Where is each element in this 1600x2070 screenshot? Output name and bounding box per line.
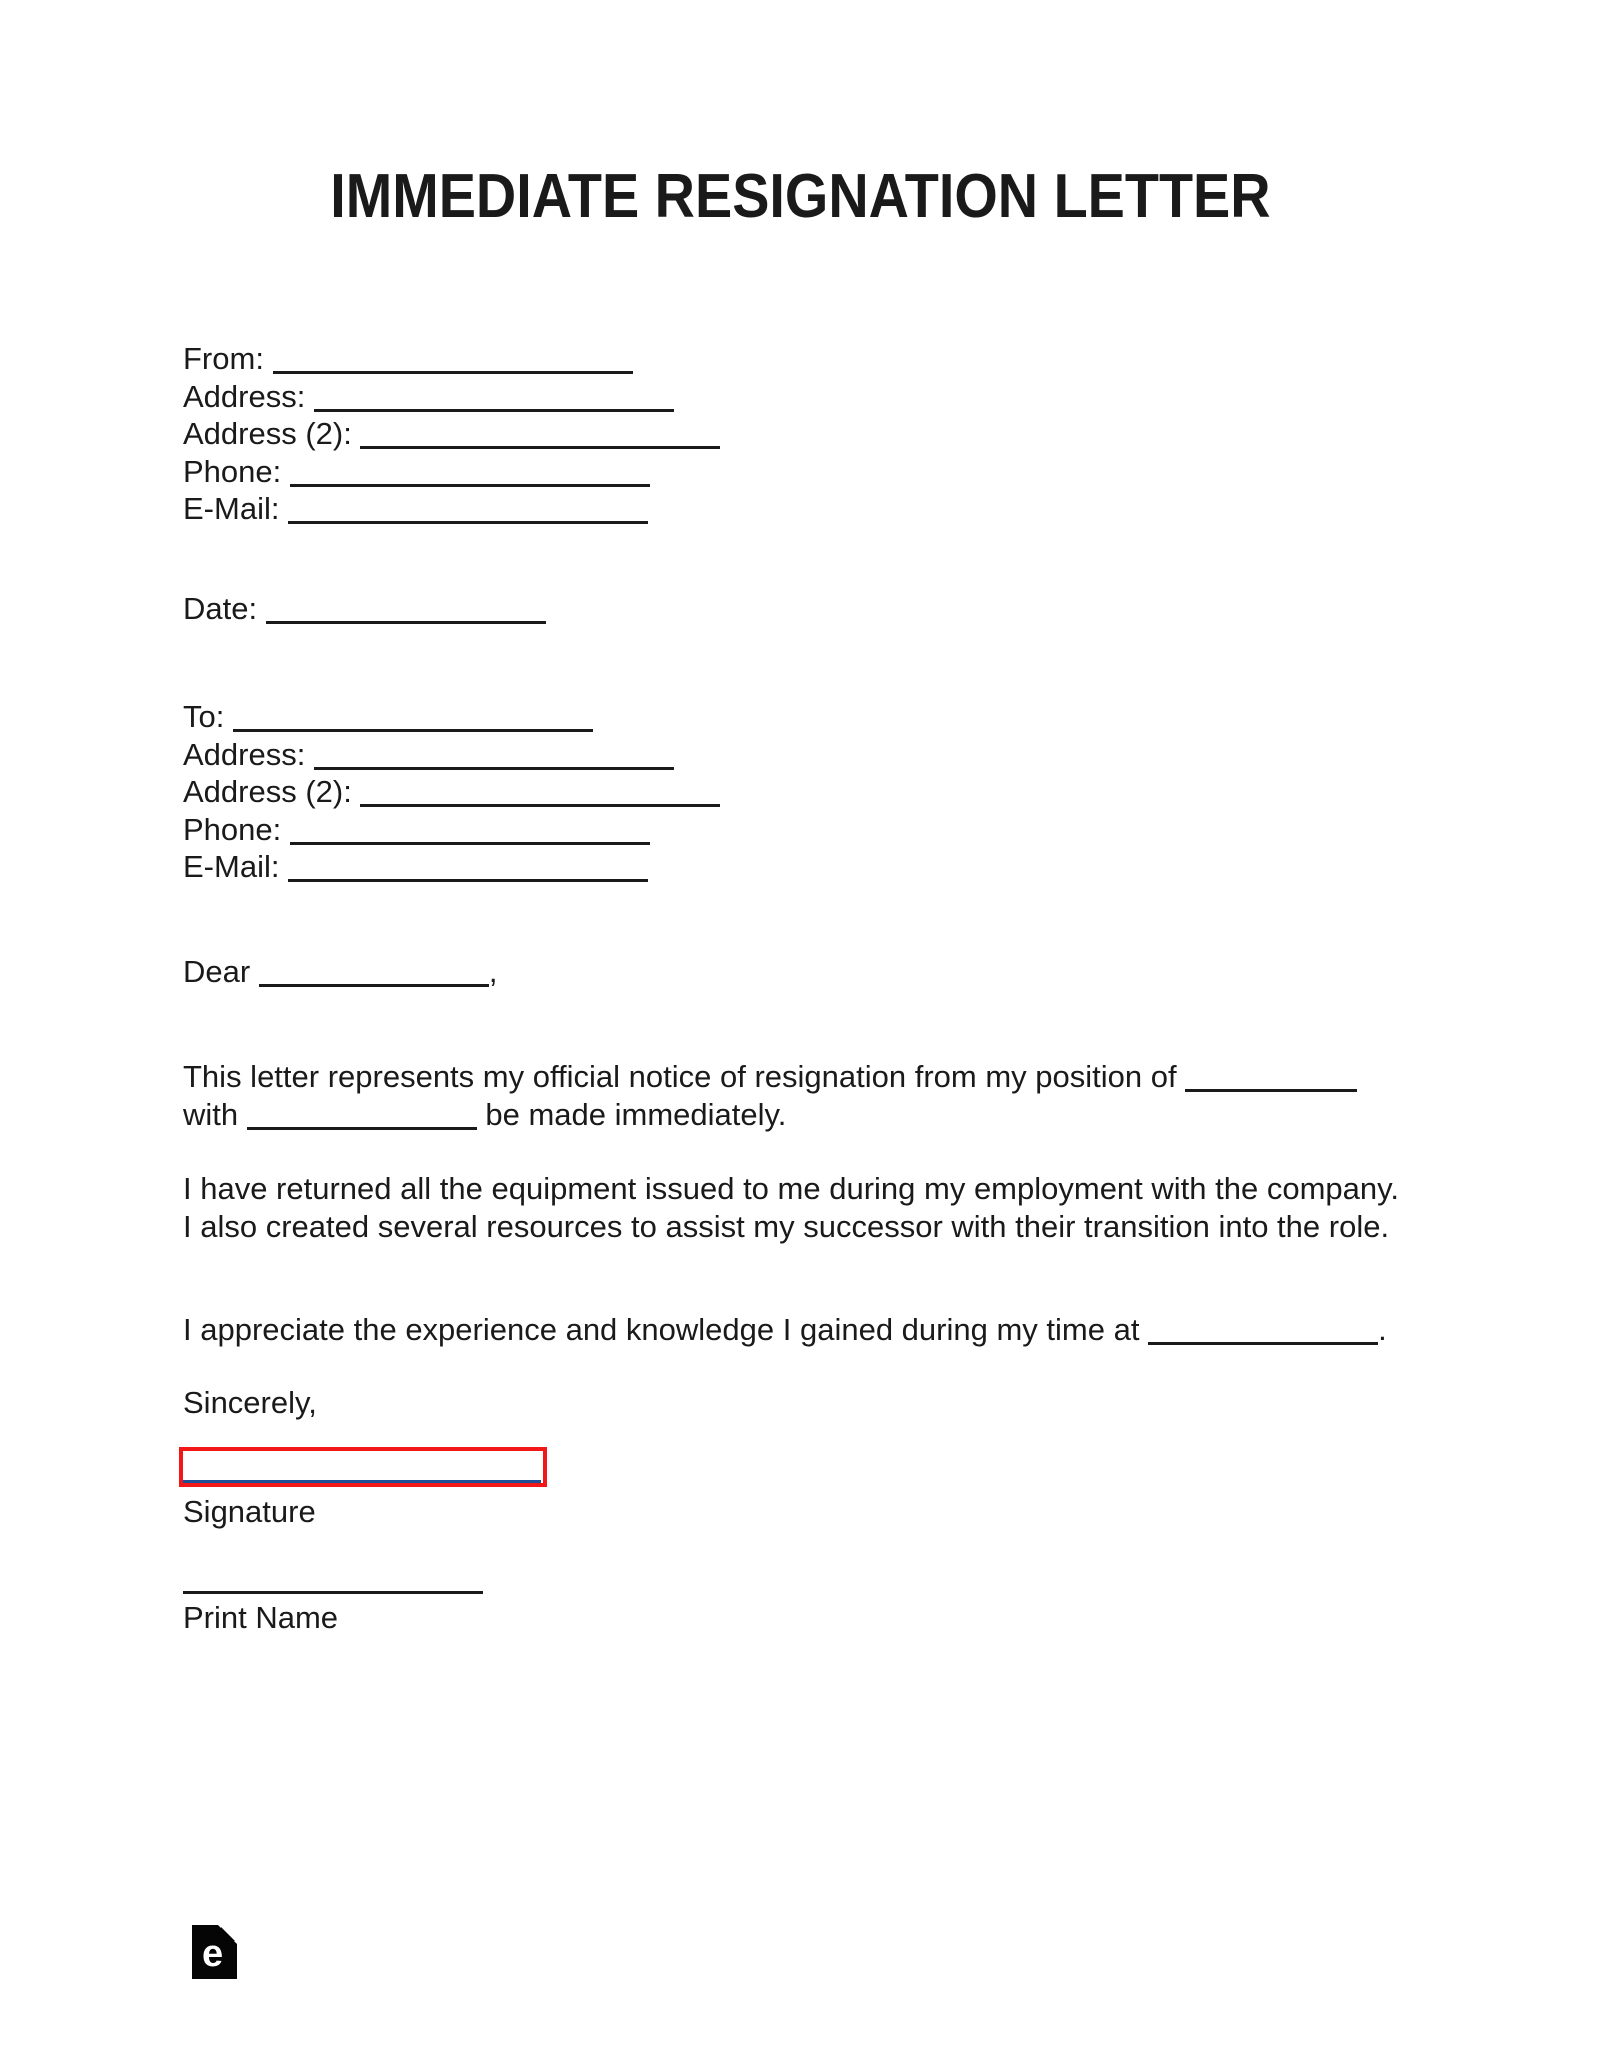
from-blank-line xyxy=(273,341,633,374)
sender-address-label: Address: xyxy=(183,378,306,414)
p3-period: . xyxy=(1378,1312,1387,1347)
signature-field[interactable] xyxy=(179,1447,547,1487)
body-paragraph-3 xyxy=(183,1311,1403,1349)
print-name-line-row xyxy=(183,1560,483,1598)
recipient-phone-row xyxy=(183,811,720,849)
from-row xyxy=(183,340,720,378)
dear-label: Dear xyxy=(183,954,251,989)
to-label: To: xyxy=(183,699,225,734)
sender-address2-label: Address (2): xyxy=(183,416,352,451)
sender-address2-row xyxy=(183,415,720,453)
document-title xyxy=(0,162,1600,231)
recipient-address-row xyxy=(183,736,720,774)
p3-text-before-company: I appreciate the experience and knowledge I gained during my time at xyxy=(183,1312,1140,1347)
logo-letter: e xyxy=(202,1933,224,1975)
sender-email-row xyxy=(183,490,720,528)
recipient-email-label: E-Mail: xyxy=(183,849,280,884)
sender-block xyxy=(183,340,720,528)
recipient-address2-label: Address (2): xyxy=(183,774,352,809)
from-label: From: xyxy=(183,341,264,376)
salutation-comma: , xyxy=(488,954,498,989)
recipient-address-label: Address: xyxy=(183,736,306,772)
company-blank-line xyxy=(247,1097,477,1130)
to-blank-line xyxy=(233,699,593,732)
date-blank-line xyxy=(266,591,546,624)
print-name-label: Print Name xyxy=(183,1600,339,1635)
recipient-address2-blank-line xyxy=(360,774,720,807)
p1-text-with: with xyxy=(183,1096,239,1132)
sender-phone-label: Phone: xyxy=(183,453,282,489)
sender-address2-blank-line xyxy=(360,416,720,449)
recipient-email-row xyxy=(183,848,720,886)
sender-email-label: E-Mail: xyxy=(183,491,280,526)
recipient-block xyxy=(183,698,720,886)
document-title-text: IMMEDIATE RESIGNATION LETTER xyxy=(329,162,1271,231)
sender-phone-row xyxy=(183,453,720,491)
recipient-phone-blank-line xyxy=(290,812,650,845)
recipient-email-blank-line xyxy=(288,849,648,882)
body-paragraph-1 xyxy=(183,1058,1403,1133)
signature-label: Signature xyxy=(183,1494,316,1529)
sender-address-blank-line xyxy=(314,379,674,412)
sender-address-row xyxy=(183,378,720,416)
print-name-blank-line xyxy=(183,1561,483,1594)
to-row xyxy=(183,698,720,736)
date-block xyxy=(183,590,546,628)
p1-text-after: be made immediately. xyxy=(485,1096,787,1132)
position-blank-line xyxy=(1185,1059,1357,1092)
sender-email-blank-line xyxy=(288,491,648,524)
recipient-address2-row xyxy=(183,773,720,811)
time-at-company-blank-line xyxy=(1148,1312,1378,1345)
eforms-logo xyxy=(192,1925,237,1979)
body-paragraph-2: I have returned all the equipment issued to me during my employment with the company. I also created several resources to assist my successor with their transition into the role. xyxy=(183,1171,1399,1244)
salutation xyxy=(183,953,497,991)
sender-phone-blank-line xyxy=(290,454,650,487)
recipient-address-blank-line xyxy=(314,737,674,770)
date-label: Date: xyxy=(183,591,258,626)
salutation-name-blank-line xyxy=(259,954,489,987)
sincerely-text: Sincerely, xyxy=(183,1385,317,1420)
p1-text-before-position: This letter represents my official notice of resignation from my position of xyxy=(183,1059,1177,1094)
recipient-phone-label: Phone: xyxy=(183,811,282,847)
